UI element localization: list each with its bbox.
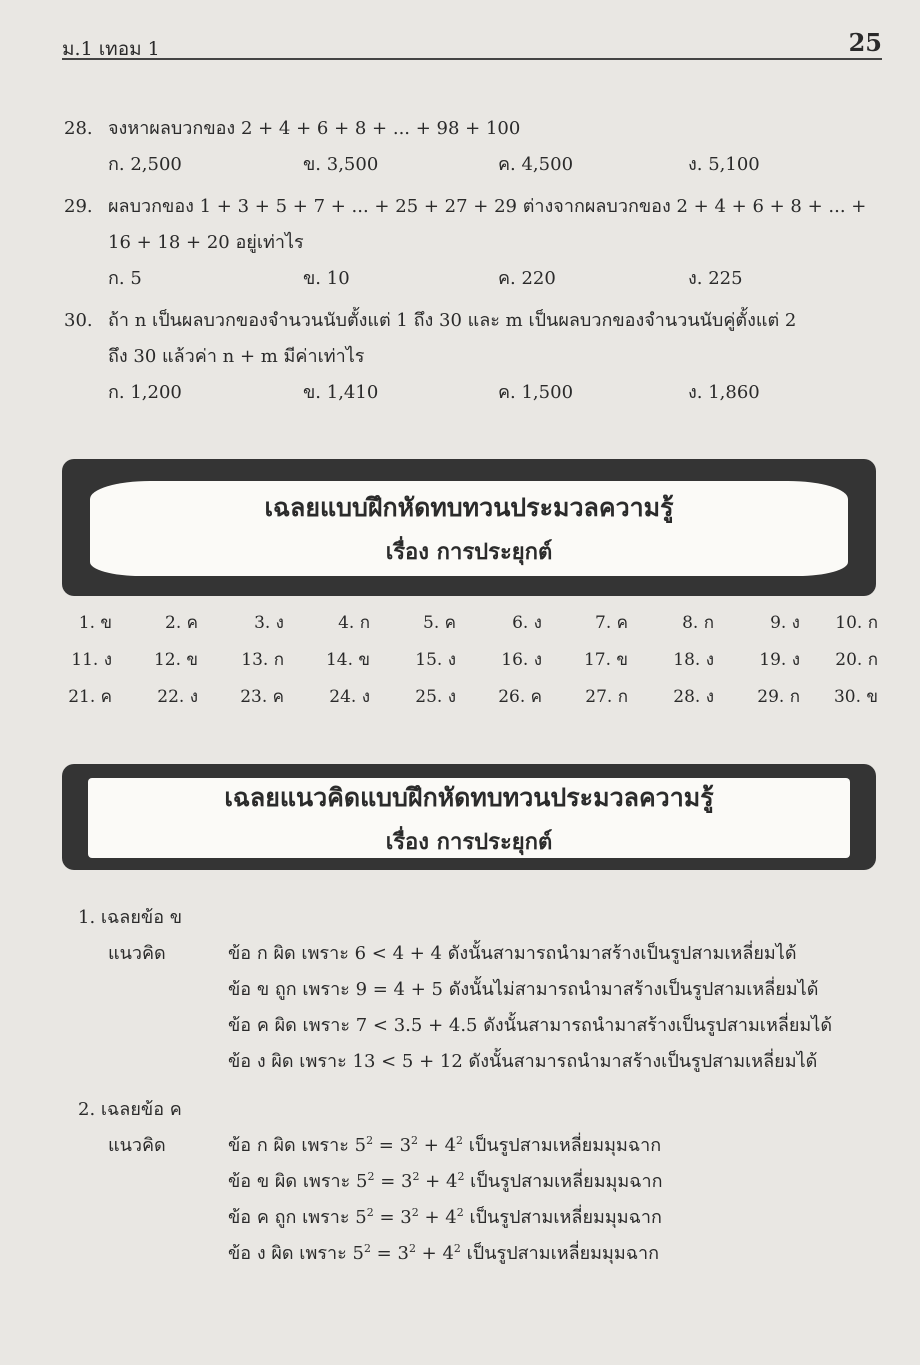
answer-cell: 6. ง	[512, 613, 542, 633]
solution-line	[78, 938, 888, 974]
option-b: ข. 10	[303, 268, 350, 289]
answer-cell: 1. ข	[78, 613, 112, 633]
solution-1	[78, 902, 888, 1082]
question-options	[108, 375, 894, 411]
option-b: ข. 3,500	[303, 154, 379, 175]
answer-cell: 13. ก	[241, 650, 284, 670]
answer-cell: 11. ง	[71, 650, 112, 670]
answer-key-banner	[62, 459, 876, 596]
question-text: ถ้า n เป็นผลบวกของจำนวนนับตั้งแต่ 1 ถึง 30 และ m เป็นผลบวกของจำนวนนับคู่ตั้งแต่ 2	[108, 310, 797, 331]
solution-label: แนวคิด	[108, 1135, 166, 1156]
answer-cell: 19. ง	[759, 650, 800, 670]
solution-2	[78, 1094, 888, 1274]
question-options	[108, 261, 894, 297]
question-text: ผลบวกของ 1 + 3 + 5 + 7 + ... + 25 + 27 + 29 ต่างจากผลบวกของ 2 + 4 + 6 + 8 + ... +	[108, 196, 867, 217]
question-number: 29.	[64, 196, 93, 217]
banner-title: เฉลยแนวคิดแบบฝึกหัดทบทวนประมวลความรู้	[224, 782, 714, 812]
solution-text: ข้อ ข ผิด เพราะ $5^2 = 3^2 + 4^2$ เป็นรูปสามเหลี่ยมมุมฉาก	[228, 1170, 663, 1192]
solution-heading: 2. เฉลยข้อ ค	[78, 1099, 182, 1120]
solution-line	[78, 1238, 888, 1274]
question-text-cont: 16 + 18 + 20 อยู่เท่าไร	[108, 232, 304, 253]
answer-cell: 26. ค	[498, 687, 542, 707]
solution-text: ข้อ ข ถูก เพราะ 9 = 4 + 5 ดังนั้นไม่สามารถนำมาสร้างเป็นรูปสามเหลี่ยมได้	[228, 979, 819, 1000]
solution-text: ข้อ ค ผิด เพราะ 7 < 3.5 + 4.5 ดังนั้นสามารถนำมาสร้างเป็นรูปสามเหลี่ยมได้	[228, 1015, 833, 1036]
question-text: จงหาผลบวกของ 2 + 4 + 6 + 8 + ... + 98 + 100	[108, 118, 521, 139]
solution-text: ข้อ ง ผิด เพราะ $5^2 = 3^2 + 4^2$ เป็นรูปสามเหลี่ยมมุมฉาก	[228, 1242, 660, 1264]
solution-line	[78, 974, 888, 1010]
answer-cell: 12. ข	[153, 650, 198, 670]
solution-line	[78, 1166, 888, 1202]
answer-cell: 24. ง	[329, 687, 370, 707]
solution-text: ข้อ ค ถูก เพราะ $5^2 = 3^2 + 4^2$ เป็นรูปสามเหลี่ยมมุมฉาก	[228, 1206, 662, 1228]
answer-cell: 22. ง	[157, 687, 198, 707]
question-options	[108, 147, 894, 183]
answer-cell: 23. ค	[240, 687, 284, 707]
answer-cell: 15. ง	[415, 650, 456, 670]
answer-cell: 28. ง	[673, 687, 714, 707]
solution-text: ข้อ ก ผิด เพราะ 6 < 4 + 4 ดังนั้นสามารถนำมาสร้างเป็นรูปสามเหลี่ยมได้	[228, 943, 797, 964]
answer-cell: 7. ค	[595, 613, 628, 633]
solution-banner	[62, 764, 876, 870]
banner-scroll	[90, 481, 848, 576]
option-a: ก. 2,500	[108, 154, 182, 175]
option-d: ง. 1,860	[688, 382, 760, 403]
question-text-cont: ถึง 30 แล้วค่า n + m มีค่าเท่าไร	[108, 346, 365, 367]
option-a: ก. 5	[108, 268, 142, 289]
answer-cell: 30. ข	[833, 687, 878, 707]
option-d: ง. 225	[688, 268, 743, 289]
answer-cell: 2. ค	[165, 613, 198, 633]
option-d: ง. 5,100	[688, 154, 760, 175]
option-c: ค. 4,500	[498, 154, 574, 175]
solution-label: แนวคิด	[108, 943, 166, 964]
solution-text: ข้อ ก ผิด เพราะ $5^2 = 3^2 + 4^2$ เป็นรูปสามเหลี่ยมมุมฉาก	[228, 1134, 662, 1156]
option-b: ข. 1,410	[303, 382, 379, 403]
header-title: ม.1 เทอม 1	[62, 38, 160, 60]
answer-cell: 17. ข	[583, 650, 628, 670]
answer-cell: 21. ค	[68, 687, 112, 707]
solution-line	[78, 1010, 888, 1046]
option-a: ก. 1,200	[108, 382, 182, 403]
answer-cell: 20. ก	[835, 650, 878, 670]
answer-row	[62, 683, 878, 720]
answer-row	[62, 646, 878, 683]
question-29	[64, 189, 894, 297]
question-28	[64, 111, 894, 183]
answer-cell: 25. ง	[415, 687, 456, 707]
question-number: 28.	[64, 118, 93, 139]
answer-cell: 4. ก	[338, 613, 370, 633]
solution-line	[78, 1130, 888, 1166]
solution-line	[78, 1046, 888, 1082]
solution-heading: 1. เฉลยข้อ ข	[78, 907, 183, 928]
banner-title: เฉลยแบบฝึกหัดทบทวนประมวลความรู้	[264, 493, 674, 522]
answer-cell: 3. ง	[254, 613, 284, 633]
banner-subtitle: เรื่อง การประยุกต์	[385, 829, 553, 855]
answer-cell: 18. ง	[673, 650, 714, 670]
answer-key-grid	[62, 609, 878, 720]
page-header	[62, 28, 882, 60]
answer-cell: 14. ข	[325, 650, 370, 670]
solution-text: ข้อ ง ผิด เพราะ 13 < 5 + 12 ดังนั้นสามารถนำมาสร้างเป็นรูปสามเหลี่ยมได้	[228, 1051, 818, 1072]
answer-cell: 27. ก	[585, 687, 628, 707]
solution-line	[78, 1202, 888, 1238]
question-30	[64, 303, 894, 411]
option-c: ค. 1,500	[498, 382, 574, 403]
banner-subtitle: เรื่อง การประยุกต์	[385, 540, 553, 565]
page-number: 25	[848, 28, 882, 57]
banner-scroll	[88, 778, 850, 858]
answer-cell: 16. ง	[501, 650, 542, 670]
answer-row	[62, 609, 878, 646]
option-c: ค. 220	[498, 268, 556, 289]
answer-cell: 29. ก	[757, 687, 800, 707]
answer-cell: 8. ก	[682, 613, 714, 633]
question-number: 30.	[64, 310, 93, 331]
answer-cell: 5. ค	[423, 613, 456, 633]
answer-cell: 10. ก	[835, 613, 878, 633]
answer-cell: 9. ง	[770, 613, 800, 633]
